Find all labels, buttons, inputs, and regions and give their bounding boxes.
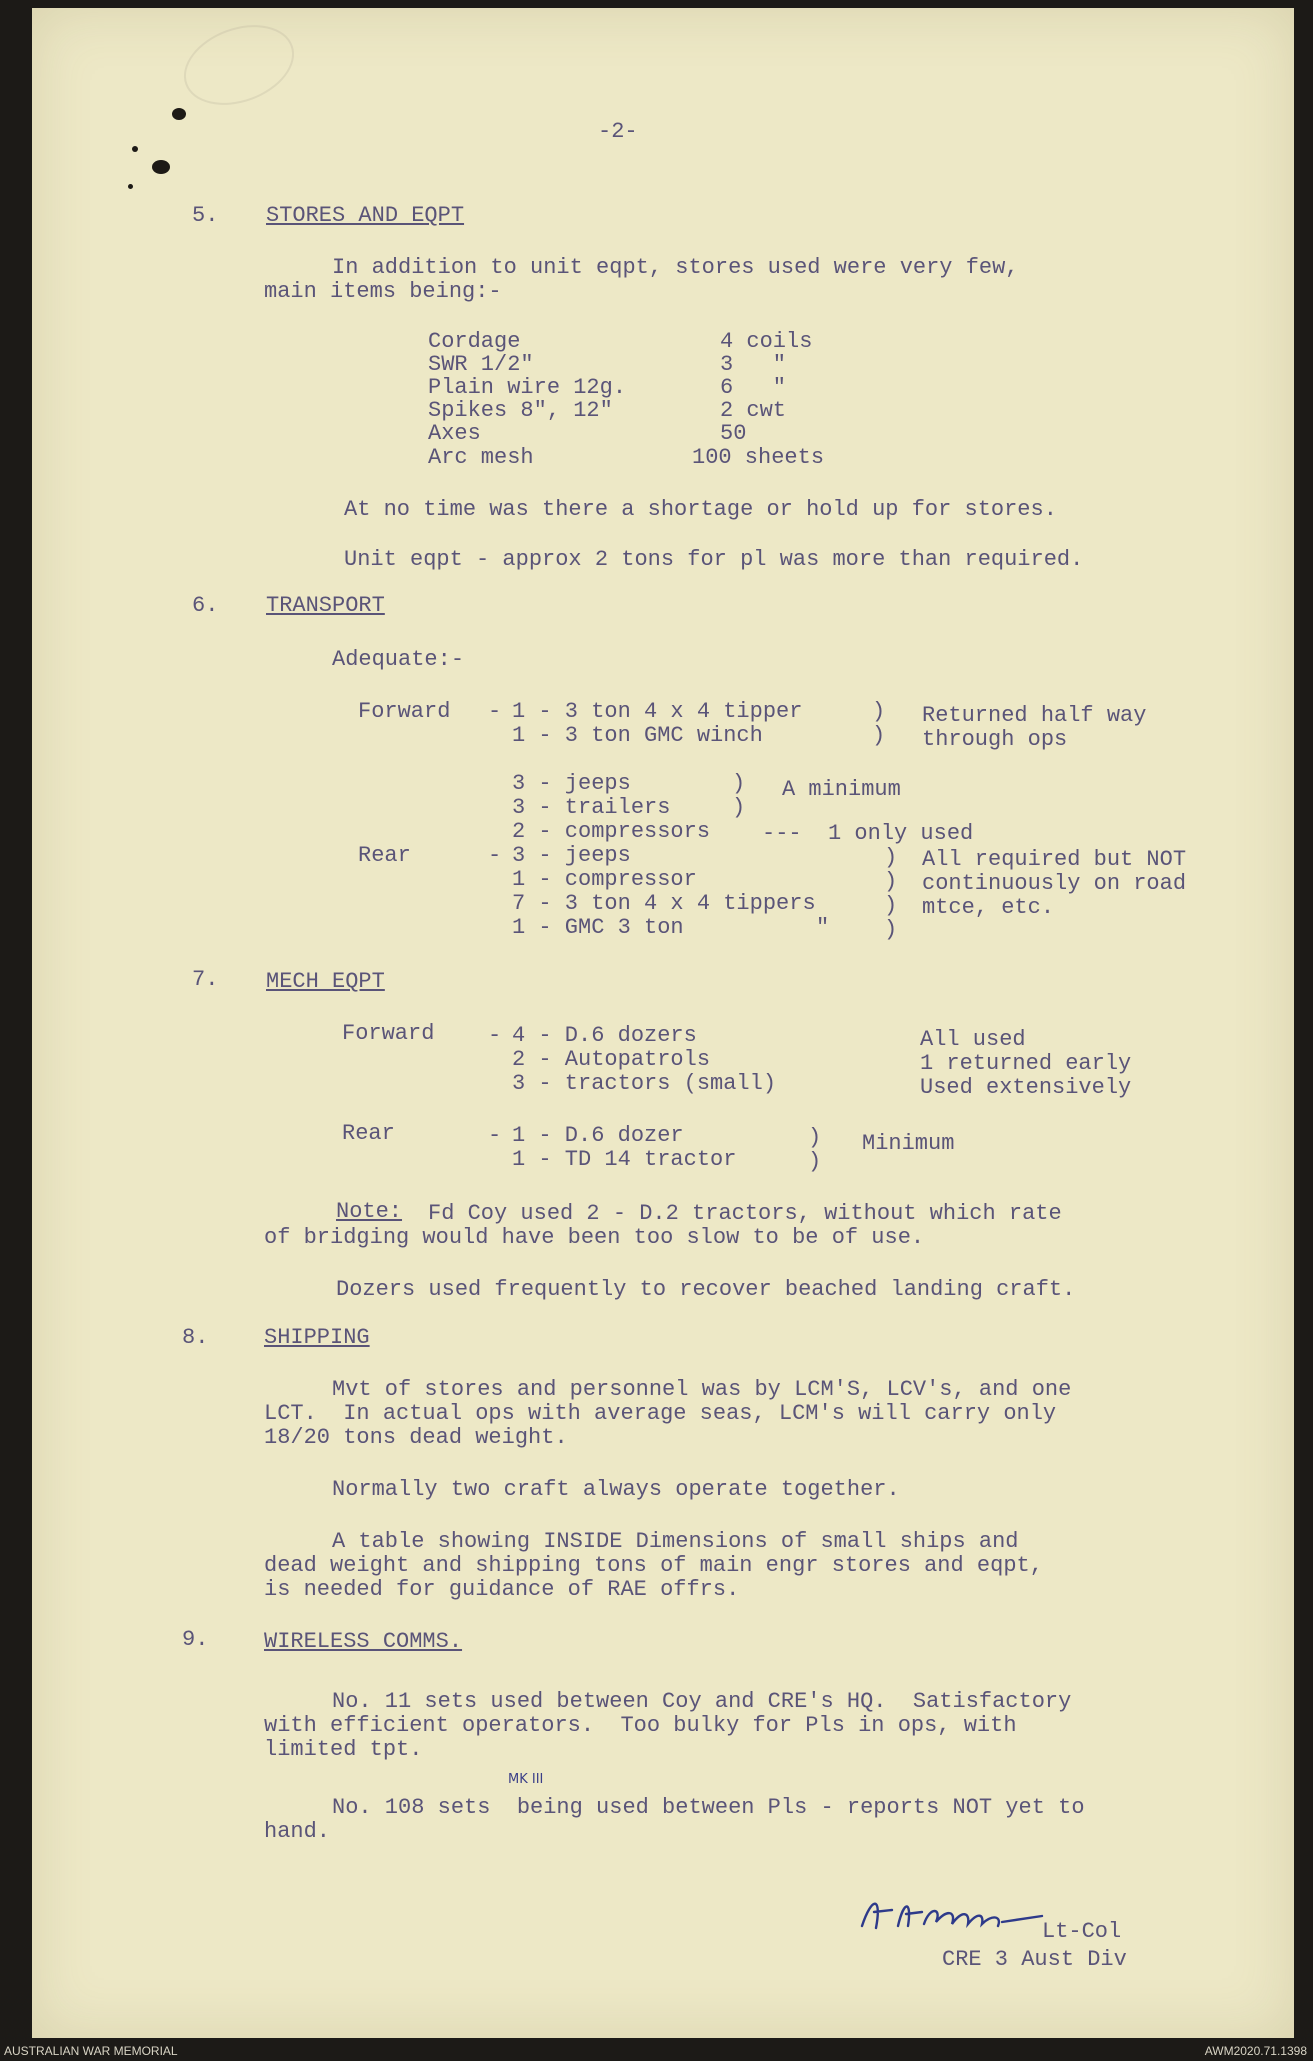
ink-blot: [172, 108, 186, 120]
paragraph-line: No. 11 sets used between Coy and CRE's HQ. Satisfactory: [332, 1689, 1072, 1714]
section-number: 8.: [182, 1325, 209, 1350]
stores-item-qty: 4 coils: [720, 329, 813, 354]
section-number: 5.: [192, 203, 219, 228]
transport-item: 7 - 3 ton 4 x 4 tippers: [512, 891, 816, 916]
transport-dash: -: [488, 699, 502, 724]
stores-item-name: Plain wire 12g.: [428, 375, 627, 400]
signature-rank: Lt-Col: [1042, 1919, 1122, 1944]
transport-note: mtce, etc.: [922, 895, 1055, 920]
signature-title: CRE 3 Aust Div: [942, 1947, 1127, 1972]
document-page: [32, 8, 1294, 2038]
transport-note: continuously on road: [922, 871, 1187, 896]
paragraph-line: Normally two craft always operate together.: [332, 1477, 900, 1502]
bracket: ): [808, 1149, 822, 1174]
bracket: ): [808, 1125, 822, 1150]
paragraph-line: with efficient operators. Too bulky for Pls in ops, with: [264, 1713, 1017, 1738]
stores-item-name: Axes: [428, 421, 481, 446]
handwritten-insert: MK III: [508, 1772, 544, 1787]
mech-note: All used: [920, 1027, 1026, 1052]
transport-note: All required but NOT: [922, 847, 1187, 872]
ink-blot: [132, 146, 138, 152]
paragraph-line: Unit eqpt - approx 2 tons for pl was more than required.: [344, 547, 1084, 572]
transport-label: Rear: [358, 843, 411, 868]
ink-blot: [128, 184, 133, 189]
paragraph-line: Mvt of stores and personnel was by LCM'S, LCV's, and one: [332, 1377, 1072, 1402]
transport-item: 3 - jeeps: [512, 771, 631, 796]
paragraph-line: In addition to unit eqpt, stores used were very few,: [332, 255, 1019, 280]
stores-item-qty: 2 cwt: [720, 398, 787, 423]
section-heading: TRANSPORT: [266, 593, 385, 618]
section-heading: MECH EQPT: [266, 969, 385, 994]
mech-item: 3 - tractors (small): [512, 1071, 777, 1096]
paragraph-line: LCT. In actual ops with average seas, LCM's will carry only: [264, 1401, 1057, 1426]
mech-note: 1 returned early: [920, 1051, 1132, 1076]
stores-item-qty: 100 sheets: [692, 445, 825, 470]
stores-item-qty: 50: [720, 421, 747, 446]
mech-dash: -: [488, 1023, 502, 1048]
note-label: Note:: [336, 1199, 403, 1224]
mech-item: 1 - D.6 dozer: [512, 1123, 684, 1148]
transport-item: 1 - GMC 3 ton: [512, 915, 684, 940]
bracket: ): [884, 845, 898, 870]
stores-item-name: Spikes 8", 12": [428, 398, 613, 423]
paragraph-line: is needed for guidance of RAE offrs.: [264, 1577, 740, 1602]
transport-item: 1 - compressor: [512, 867, 697, 892]
mech-label: Rear: [342, 1121, 395, 1146]
transport-item: 3 - trailers: [512, 795, 671, 820]
mech-item: 2 - Autopatrols: [512, 1047, 711, 1072]
transport-note: --- 1 only used: [762, 821, 974, 846]
bracket: ): [884, 917, 898, 942]
transport-dash: -: [488, 843, 502, 868]
section-heading: WIRELESS COMMS.: [264, 1629, 463, 1654]
stores-item-name: SWR 1/2": [428, 352, 534, 377]
bracket: ): [732, 795, 746, 820]
transport-note: Returned half way: [922, 703, 1147, 728]
paragraph-line: main items being:-: [264, 279, 502, 304]
paragraph-line: of bridging would have been too slow to be of use.: [264, 1225, 925, 1250]
transport-item: 1 - 3 ton 4 x 4 tipper: [512, 699, 803, 724]
ink-blot: [152, 160, 170, 174]
footer-left: AUSTRALIAN WAR MEMORIAL: [4, 2044, 178, 2058]
section-number: 6.: [192, 593, 219, 618]
ditto-mark: ": [816, 915, 830, 940]
paragraph-line: 18/20 tons dead weight.: [264, 1425, 568, 1450]
section-heading: SHIPPING: [264, 1325, 370, 1350]
paragraph-line: Fd Coy used 2 - D.2 tractors, without which rate: [428, 1201, 1062, 1226]
mech-dash: -: [488, 1123, 502, 1148]
section-number: 7.: [192, 967, 219, 992]
paragraph-line: No. 108 sets being used between Pls - reports NOT yet to: [332, 1795, 1085, 1820]
bracket: ): [872, 699, 886, 724]
paragraph-line: hand.: [264, 1819, 331, 1844]
mech-label: Forward: [342, 1021, 435, 1046]
section-number: 9.: [182, 1627, 209, 1652]
faded-stamp: [173, 11, 305, 120]
transport-item: 1 - 3 ton GMC winch: [512, 723, 763, 748]
paragraph-line: At no time was there a shortage or hold up for stores.: [344, 497, 1057, 522]
transport-item: 2 - compressors: [512, 819, 711, 844]
page-number: -2-: [598, 119, 638, 144]
bracket: ): [732, 771, 746, 796]
transport-note: A minimum: [782, 777, 901, 802]
stores-item-name: Arc mesh: [428, 445, 534, 470]
paragraph-line: A table showing INSIDE Dimensions of small ships and: [332, 1529, 1019, 1554]
mech-note: Minimum: [862, 1131, 955, 1156]
bracket: ): [884, 869, 898, 894]
mech-note: Used extensively: [920, 1075, 1132, 1100]
paragraph-line: Adequate:-: [332, 647, 465, 672]
footer-right: AWM2020.71.1398: [1204, 2044, 1307, 2058]
paragraph-line: limited tpt.: [264, 1737, 423, 1762]
handwritten-signature: [852, 1886, 1052, 1946]
mech-item: 4 - D.6 dozers: [512, 1023, 697, 1048]
stores-item-qty: 6 ": [720, 375, 787, 400]
paragraph-line: Dozers used frequently to recover beached landing craft.: [336, 1277, 1076, 1302]
transport-item: 3 - jeeps: [512, 843, 631, 868]
stores-item-qty: 3 ": [720, 352, 787, 377]
transport-label: Forward: [358, 699, 451, 724]
bracket: ): [884, 893, 898, 918]
stores-item-name: Cordage: [428, 329, 521, 354]
paragraph-line: dead weight and shipping tons of main engr stores and eqpt,: [264, 1553, 1043, 1578]
mech-item: 1 - TD 14 tractor: [512, 1147, 737, 1172]
section-heading: STORES AND EQPT: [266, 203, 465, 228]
transport-note: through ops: [922, 727, 1068, 752]
bracket: ): [872, 723, 886, 748]
